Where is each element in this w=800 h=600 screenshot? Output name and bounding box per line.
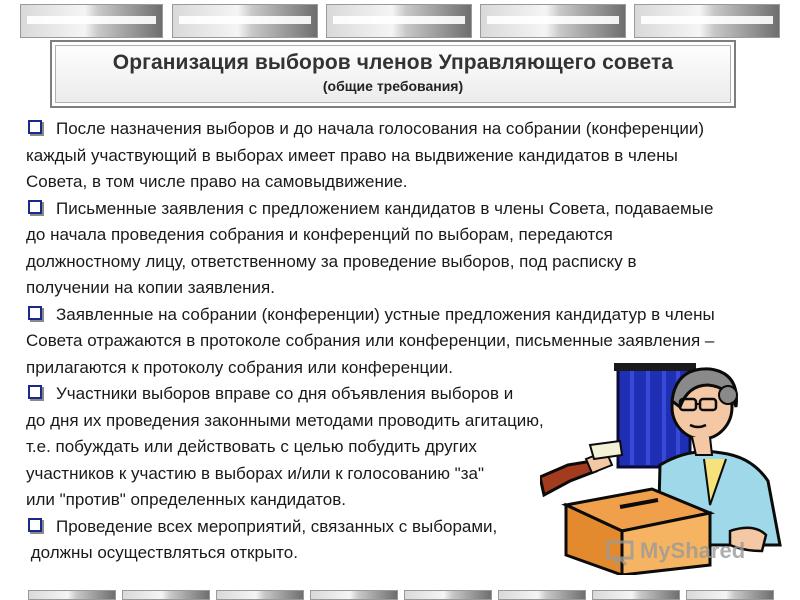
deco-bar bbox=[498, 590, 586, 600]
text-line: или "против" определенных кандидатов. bbox=[26, 490, 346, 509]
text-line: Письменные заявления с предложением кандидатов в члены Совета, подаваемые bbox=[56, 198, 714, 218]
text-line: Совета, в том числе право на самовыдвижение. bbox=[26, 172, 408, 191]
deco-bar bbox=[634, 4, 780, 38]
deco-bar bbox=[326, 4, 472, 38]
text-line: до начала проведения собрания и конференций по выборам, передаются bbox=[26, 225, 613, 244]
checkbox-bullet-icon bbox=[28, 306, 42, 320]
deco-bar bbox=[122, 590, 210, 600]
text-line: должны осуществляться открыто. bbox=[26, 543, 298, 562]
text-line: участников к участию в выборах и/или к голосованию "за" bbox=[26, 463, 484, 483]
text-line: должностному лицу, ответственному за проведение выборов, под расписку в bbox=[26, 251, 637, 271]
deco-bar bbox=[592, 590, 680, 600]
text-line: Проведение всех мероприятий, связанных с выборами, bbox=[56, 516, 498, 536]
presentation-icon bbox=[606, 540, 634, 566]
text-line: После назначения выборов и до начала голосования на собрании (конференции) bbox=[56, 119, 705, 138]
deco-bar bbox=[216, 590, 304, 600]
text-line: получении на копии заявления. bbox=[26, 278, 275, 297]
paragraph-1 bbox=[26, 116, 776, 196]
paragraph-2 bbox=[26, 196, 776, 302]
watermark bbox=[606, 538, 776, 570]
text-line: Заявленные на собрании (конференции) устные предложения кандидатур в члены bbox=[56, 304, 715, 324]
page-title: Организация выборов членов Управляющего совета bbox=[112, 51, 674, 74]
checkbox-bullet-icon bbox=[28, 120, 42, 134]
watermark-text: MyShared bbox=[640, 538, 746, 563]
deco-bar bbox=[310, 590, 398, 600]
page-subtitle: (общие требования) bbox=[322, 78, 464, 94]
text-line: Совета отражаются в протоколе собрания или конференции, письменные заявления – bbox=[26, 331, 715, 350]
checkbox-bullet-icon bbox=[28, 385, 42, 399]
checkbox-bullet-icon bbox=[28, 200, 42, 214]
title-box bbox=[50, 40, 736, 108]
text-line: Участники выборов вправе со дня объявления выборов и bbox=[56, 384, 514, 403]
text-line: т.е. побуждать или действовать с целью побудить других bbox=[26, 437, 477, 456]
bottom-decoration bbox=[0, 590, 800, 600]
deco-bar bbox=[28, 590, 116, 600]
deco-bar bbox=[172, 4, 318, 38]
checkbox-bullet-icon bbox=[28, 518, 42, 532]
text-line: каждый участвующий в выборах имеет право на выдвижение кандидатов в члены bbox=[26, 145, 678, 165]
text-line: до дня их проведения законными методами проводить агитацию, bbox=[26, 410, 544, 430]
top-decoration bbox=[0, 4, 800, 38]
deco-bar bbox=[686, 590, 774, 600]
deco-bar bbox=[404, 590, 492, 600]
deco-bar bbox=[20, 4, 163, 38]
text-line: прилагаются к протоколу собрания или конференции. bbox=[26, 357, 453, 377]
deco-bar bbox=[480, 4, 626, 38]
